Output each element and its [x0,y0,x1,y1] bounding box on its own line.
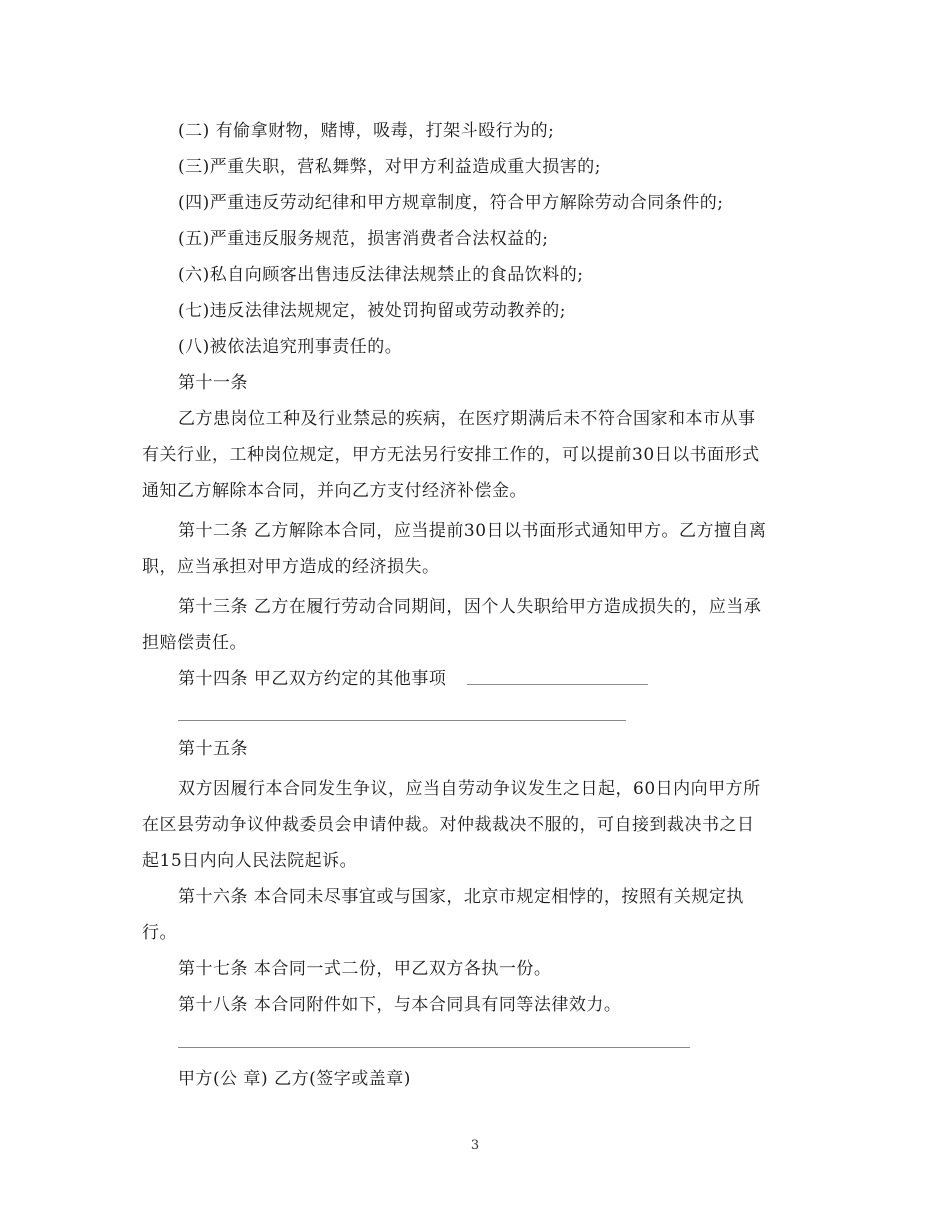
clause-item-4: (四)严重违反劳动纪律和甲方规章制度，符合甲方解除劳动合同条件的; [178,193,724,213]
clause-item-2: (二) 有偷拿财物，赌博，吸毒，打架斗殴行为的; [178,121,555,141]
article-18-text: 第十八条 本合同附件如下，与本合同具有同等法律效力。 [178,995,622,1015]
attachment-blank-line [178,1047,690,1048]
article-11-heading: 第十一条 [178,373,248,393]
clause-item-6: (六)私自向顾客出售违反法律法规禁止的食品饮料的; [178,265,584,285]
clause-item-5: (五)严重违反服务规范，损害消费者合法权益的; [178,229,549,249]
article-16-text-line: 第十六条 本合同未尽事宜或与国家，北京市规定相悖的，按照有关规定执 [178,887,744,907]
clause-item-8: (八)被依法追究刑事责任的。 [178,337,403,357]
article-17-text: 第十七条 本合同一式二份，甲乙双方各执一份。 [178,959,552,979]
article-15-text-line: 起15日内向人民法院起诉。 [142,851,358,871]
signature-line: 甲方(公 章) 乙方(签字或盖章) [178,1069,411,1089]
fill-in-blank-line [178,720,626,721]
article-14-text: 第十四条 甲乙双方约定的其他事项 [178,669,447,689]
article-13-text-line: 第十三条 乙方在履行劳动合同期间，因个人失职给甲方造成损失的，应当承 [178,597,762,617]
article-11-text-line: 乙方患岗位工种及行业禁忌的疾病，在医疗期满后未不符合国家和本市从事 [178,409,756,429]
article-16-text-line: 行。 [142,923,177,943]
article-11-text-line: 有关行业，工种岗位规定，甲方无法另行安排工作的，可以提前30日以书面形式 [142,445,760,465]
article-15-text-line: 在区县劳动争议仲裁委员会申请仲裁。对仲裁裁决不服的，可自接到裁决书之日 [142,815,755,835]
fill-in-blank-line [467,684,648,685]
article-12-text-line: 第十二条 乙方解除本合同，应当提前30日以书面形式通知甲方。乙方擅自离 [178,521,767,541]
article-15-heading: 第十五条 [178,739,248,759]
article-12-text-line: 职，应当承担对甲方造成的经济损失。 [142,557,440,577]
clause-item-3: (三)严重失职，营私舞弊，对甲方利益造成重大损害的; [178,157,601,177]
article-15-text-line: 双方因履行本合同发生争议，应当自劳动争议发生之日起，60日内向甲方所 [178,779,761,799]
page-number: 3 [470,1138,480,1153]
article-11-text-line: 通知乙方解除本合同，并向乙方支付经济补偿金。 [142,481,527,501]
clause-item-7: (七)违反法律法规规定，被处罚拘留或劳动教养的; [178,301,566,321]
article-13-text-line: 担赔偿责任。 [142,633,247,653]
